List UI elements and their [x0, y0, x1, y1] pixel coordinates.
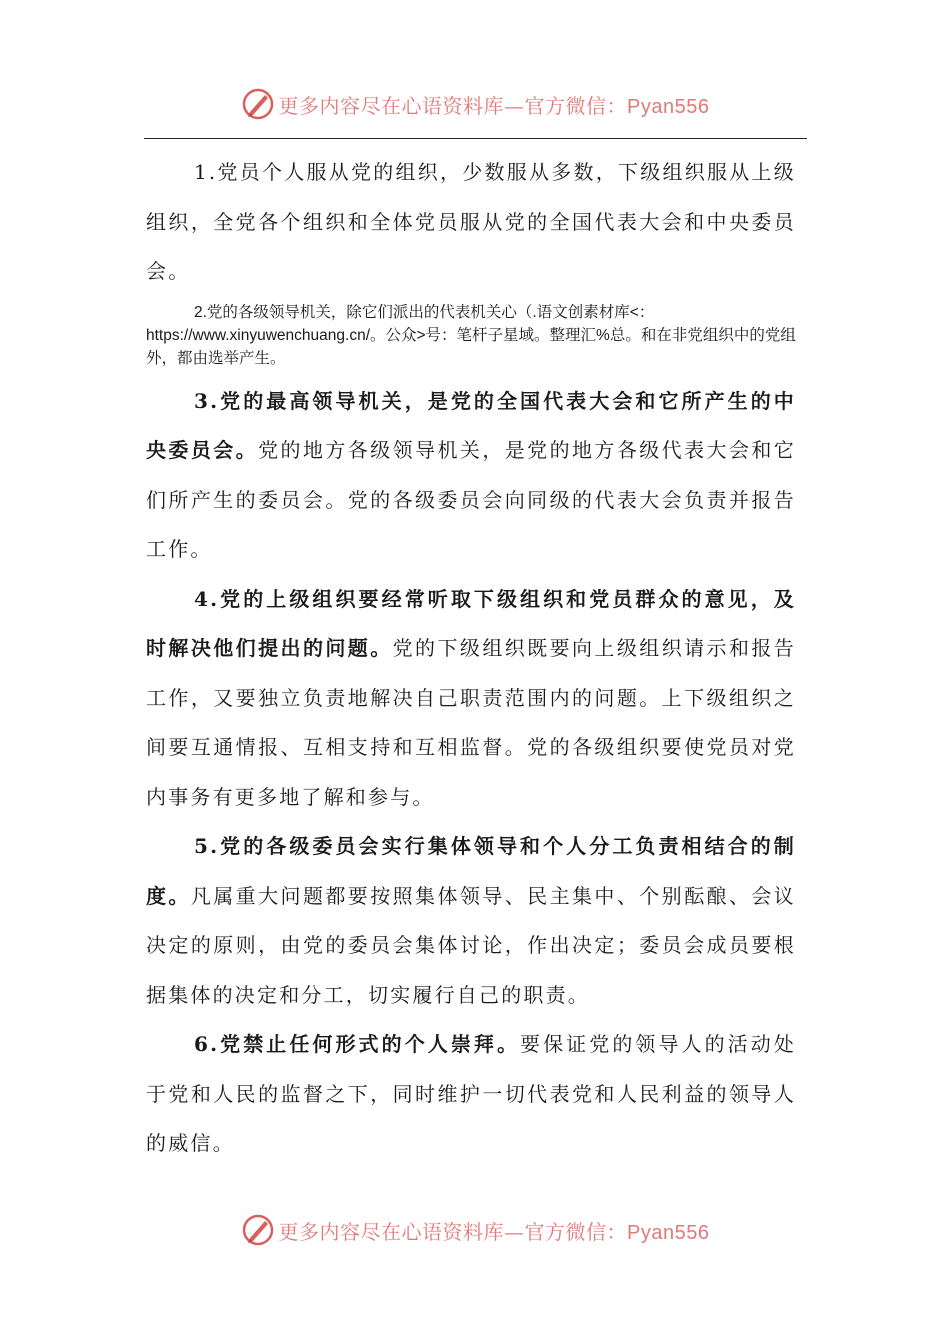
paragraph-1: 1.党员个人服从党的组织，少数服从多数，下级组织服从上级组织，全党各个组织和全体党员服从党的全国代表大会和中央委员会。	[146, 160, 796, 283]
pen-logo-icon	[241, 87, 275, 121]
header-divider	[144, 138, 807, 139]
paragraph-2: 2.党的各级领导机关，除它们派出的代表机关心（.语文创素材库<： https://www.xinyuwenchuang.cn/。公众>号：笔杆子星域。整理汇%总。和在非党组织中的党组外，都由选举产生。	[146, 303, 796, 367]
paragraph-3-heading: 3.党的最高领导机关，是党的全国代表大会和它所产生的中央委员会。	[146, 388, 796, 462]
pen-logo-icon	[241, 1213, 275, 1247]
paragraph-6-heading: 6.党禁止任何形式的个人崇拜。	[194, 1032, 521, 1056]
header-watermark-banner	[0, 84, 950, 124]
footer-watermark-banner	[0, 1210, 950, 1250]
paragraph-5: 5.党的各级委员会实行集体领导和个人分工负责相结合的制度。凡属重大问题都要按照集体领导、民主集中、个别酝酿、会议决定的原则，由党的委员会集体讨论，作出决定；委员会成员要根据集体的决定和分工，切实履行自己的职责。	[146, 834, 796, 1007]
paragraph-5-heading: 5.党的各级委员会实行集体领导和个人分工负责相结合的制度。	[146, 834, 796, 908]
paragraph-4-heading: 4.党的上级组织要经常听取下级组织和党员群众的意见，及时解决他们提出的问题。	[146, 586, 796, 660]
document-body	[146, 148, 796, 1169]
footer-watermark-text: 更多内容尽在心语资料库—官方微信：Pyan556	[278, 1219, 710, 1244]
header-watermark-text: 更多内容尽在心语资料库—官方微信：Pyan556	[278, 93, 710, 118]
paragraph-6: 6.党禁止任何形式的个人崇拜。要保证党的领导人的活动处于党和人民的监督之下，同时维护一切代表党和人民利益的领导人的威信。	[146, 1032, 796, 1155]
paragraph-4: 4.党的上级组织要经常听取下级组织和党员群众的意见，及时解决他们提出的问题。党的下级组织既要向上级组织请示和报告工作，又要独立负责地解决自己职责范围内的问题。上下级组织之间要互通情报、互相支持和互相监督。党的各级组织要使党员对党内事务有更多地了解和参与。	[146, 586, 796, 809]
paragraph-3: 3.党的最高领导机关，是党的全国代表大会和它所产生的中央委员会。党的地方各级领导机关，是党的地方各级代表大会和它们所产生的委员会。党的各级委员会向同级的代表大会负责并报告工作。	[146, 388, 796, 561]
